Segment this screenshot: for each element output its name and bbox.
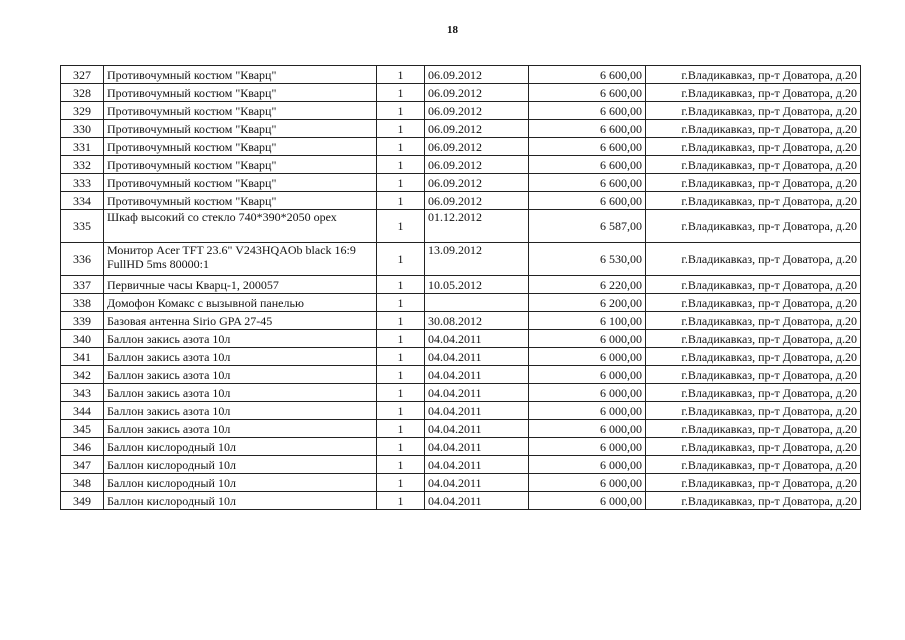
price-cell: 6 000,00 xyxy=(529,348,646,366)
item-name-cell: Баллон закись азота 10л xyxy=(104,420,377,438)
price-cell: 6 600,00 xyxy=(529,156,646,174)
date-cell: 06.09.2012 xyxy=(425,156,529,174)
price-cell: 6 600,00 xyxy=(529,174,646,192)
item-name-cell: Баллон закись азота 10л xyxy=(104,384,377,402)
table-row xyxy=(61,120,861,138)
table-row xyxy=(61,348,861,366)
address-cell: г.Владикавказ, пр-т Доватора, д.20 xyxy=(646,456,861,474)
item-name-cell: Баллон кислородный 10л xyxy=(104,492,377,510)
row-number-cell: 327 xyxy=(61,66,104,84)
date-cell: 06.09.2012 xyxy=(425,120,529,138)
quantity-cell: 1 xyxy=(377,348,425,366)
quantity-cell: 1 xyxy=(377,330,425,348)
row-number-cell: 338 xyxy=(61,294,104,312)
item-name-cell: Противочумный костюм "Кварц" xyxy=(104,66,377,84)
address-cell: г.Владикавказ, пр-т Доватора, д.20 xyxy=(646,120,861,138)
row-number-cell: 337 xyxy=(61,276,104,294)
price-cell: 6 000,00 xyxy=(529,456,646,474)
table-row xyxy=(61,474,861,492)
item-name-cell: Противочумный костюм "Кварц" xyxy=(104,156,377,174)
table-row xyxy=(61,438,861,456)
address-cell: г.Владикавказ, пр-т Доватора, д.20 xyxy=(646,102,861,120)
date-cell: 06.09.2012 xyxy=(425,174,529,192)
page-number: 18 xyxy=(447,24,458,36)
quantity-cell: 1 xyxy=(377,102,425,120)
address-cell: г.Владикавказ, пр-т Доватора, д.20 xyxy=(646,84,861,102)
address-cell: г.Владикавказ, пр-т Доватора, д.20 xyxy=(646,402,861,420)
row-number-cell: 329 xyxy=(61,102,104,120)
date-cell: 13.09.2012 xyxy=(425,243,529,276)
item-name-cell: Баллон кислородный 10л xyxy=(104,456,377,474)
date-cell: 30.08.2012 xyxy=(425,312,529,330)
price-cell: 6 000,00 xyxy=(529,474,646,492)
address-cell: г.Владикавказ, пр-т Доватора, д.20 xyxy=(646,156,861,174)
item-name-cell: Противочумный костюм "Кварц" xyxy=(104,120,377,138)
row-number-cell: 328 xyxy=(61,84,104,102)
row-number-cell: 335 xyxy=(61,210,104,243)
price-cell: 6 000,00 xyxy=(529,438,646,456)
item-name-cell: Противочумный костюм "Кварц" xyxy=(104,138,377,156)
item-name-cell: Противочумный костюм "Кварц" xyxy=(104,192,377,210)
price-cell: 6 000,00 xyxy=(529,330,646,348)
row-number-cell: 346 xyxy=(61,438,104,456)
address-cell: г.Владикавказ, пр-т Доватора, д.20 xyxy=(646,138,861,156)
row-number-cell: 331 xyxy=(61,138,104,156)
address-cell: г.Владикавказ, пр-т Доватора, д.20 xyxy=(646,276,861,294)
item-name-cell: Шкаф высокий со стекло 740*390*2050 орех xyxy=(104,210,377,243)
table-row xyxy=(61,66,861,84)
date-cell: 04.04.2011 xyxy=(425,492,529,510)
row-number-cell: 340 xyxy=(61,330,104,348)
quantity-cell: 1 xyxy=(377,312,425,330)
inventory-table-body xyxy=(61,66,861,510)
address-cell: г.Владикавказ, пр-т Доватора, д.20 xyxy=(646,438,861,456)
item-name-cell: Баллон закись азота 10л xyxy=(104,348,377,366)
address-cell: г.Владикавказ, пр-т Доватора, д.20 xyxy=(646,420,861,438)
date-cell: 04.04.2011 xyxy=(425,420,529,438)
row-number-cell: 345 xyxy=(61,420,104,438)
address-cell: г.Владикавказ, пр-т Доватора, д.20 xyxy=(646,366,861,384)
address-cell: г.Владикавказ, пр-т Доватора, д.20 xyxy=(646,294,861,312)
table-row xyxy=(61,420,861,438)
quantity-cell: 1 xyxy=(377,366,425,384)
table-row xyxy=(61,102,861,120)
quantity-cell: 1 xyxy=(377,210,425,243)
row-number-cell: 339 xyxy=(61,312,104,330)
row-number-cell: 333 xyxy=(61,174,104,192)
quantity-cell: 1 xyxy=(377,492,425,510)
date-cell: 04.04.2011 xyxy=(425,384,529,402)
address-cell: г.Владикавказ, пр-т Доватора, д.20 xyxy=(646,243,861,276)
price-cell: 6 600,00 xyxy=(529,120,646,138)
quantity-cell: 1 xyxy=(377,438,425,456)
item-name-cell: Баллон кислородный 10л xyxy=(104,474,377,492)
quantity-cell: 1 xyxy=(377,174,425,192)
quantity-cell: 1 xyxy=(377,384,425,402)
item-name-cell: Базовая антенна Sirio GPA 27-45 xyxy=(104,312,377,330)
item-name-cell: Домофон Комакс с вызывной панелью xyxy=(104,294,377,312)
price-cell: 6 587,00 xyxy=(529,210,646,243)
item-name-cell: Первичные часы Кварц-1, 200057 xyxy=(104,276,377,294)
row-number-cell: 342 xyxy=(61,366,104,384)
date-cell: 06.09.2012 xyxy=(425,84,529,102)
price-cell: 6 600,00 xyxy=(529,66,646,84)
price-cell: 6 530,00 xyxy=(529,243,646,276)
table-row xyxy=(61,366,861,384)
table-row xyxy=(61,456,861,474)
row-number-cell: 343 xyxy=(61,384,104,402)
table-row xyxy=(61,156,861,174)
address-cell: г.Владикавказ, пр-т Доватора, д.20 xyxy=(646,384,861,402)
date-cell: 01.12.2012 xyxy=(425,210,529,243)
price-cell: 6 000,00 xyxy=(529,492,646,510)
address-cell: г.Владикавказ, пр-т Доватора, д.20 xyxy=(646,492,861,510)
table-row xyxy=(61,294,861,312)
quantity-cell: 1 xyxy=(377,156,425,174)
date-cell: 04.04.2011 xyxy=(425,456,529,474)
price-cell: 6 100,00 xyxy=(529,312,646,330)
quantity-cell: 1 xyxy=(377,192,425,210)
address-cell: г.Владикавказ, пр-т Доватора, д.20 xyxy=(646,330,861,348)
date-cell: 06.09.2012 xyxy=(425,66,529,84)
row-number-cell: 334 xyxy=(61,192,104,210)
price-cell: 6 200,00 xyxy=(529,294,646,312)
price-cell: 6 000,00 xyxy=(529,402,646,420)
item-name-cell: Баллон закись азота 10л xyxy=(104,366,377,384)
price-cell: 6 600,00 xyxy=(529,192,646,210)
date-cell xyxy=(425,294,529,312)
quantity-cell: 1 xyxy=(377,66,425,84)
quantity-cell: 1 xyxy=(377,120,425,138)
inventory-table xyxy=(60,65,861,510)
date-cell: 04.04.2011 xyxy=(425,402,529,420)
quantity-cell: 1 xyxy=(377,294,425,312)
date-cell: 04.04.2011 xyxy=(425,474,529,492)
table-row xyxy=(61,138,861,156)
row-number-cell: 344 xyxy=(61,402,104,420)
price-cell: 6 220,00 xyxy=(529,276,646,294)
table-row xyxy=(61,402,861,420)
item-name-cell: Баллон закись азота 10л xyxy=(104,402,377,420)
row-number-cell: 341 xyxy=(61,348,104,366)
address-cell: г.Владикавказ, пр-т Доватора, д.20 xyxy=(646,474,861,492)
date-cell: 06.09.2012 xyxy=(425,192,529,210)
row-number-cell: 349 xyxy=(61,492,104,510)
address-cell: г.Владикавказ, пр-т Доватора, д.20 xyxy=(646,312,861,330)
table-row xyxy=(61,276,861,294)
address-cell: г.Владикавказ, пр-т Доватора, д.20 xyxy=(646,210,861,243)
address-cell: г.Владикавказ, пр-т Доватора, д.20 xyxy=(646,192,861,210)
table-row xyxy=(61,243,861,276)
item-name-cell: Монитор Acer TFT 23.6" V243HQAOb black 16:9 FullHD 5ms 80000:1 xyxy=(104,243,377,276)
table-row xyxy=(61,384,861,402)
table-row xyxy=(61,192,861,210)
table-row xyxy=(61,174,861,192)
item-name-cell: Баллон закись азота 10л xyxy=(104,330,377,348)
row-number-cell: 336 xyxy=(61,243,104,276)
row-number-cell: 330 xyxy=(61,120,104,138)
quantity-cell: 1 xyxy=(377,276,425,294)
address-cell: г.Владикавказ, пр-т Доватора, д.20 xyxy=(646,348,861,366)
price-cell: 6 000,00 xyxy=(529,366,646,384)
quantity-cell: 1 xyxy=(377,402,425,420)
date-cell: 10.05.2012 xyxy=(425,276,529,294)
table-row xyxy=(61,492,861,510)
address-cell: г.Владикавказ, пр-т Доватора, д.20 xyxy=(646,66,861,84)
date-cell: 04.04.2011 xyxy=(425,438,529,456)
item-name-cell: Противочумный костюм "Кварц" xyxy=(104,174,377,192)
date-cell: 04.04.2011 xyxy=(425,366,529,384)
row-number-cell: 348 xyxy=(61,474,104,492)
table-row xyxy=(61,312,861,330)
quantity-cell: 1 xyxy=(377,138,425,156)
price-cell: 6 000,00 xyxy=(529,384,646,402)
quantity-cell: 1 xyxy=(377,84,425,102)
row-number-cell: 332 xyxy=(61,156,104,174)
price-cell: 6 600,00 xyxy=(529,102,646,120)
table-row xyxy=(61,210,861,243)
price-cell: 6 600,00 xyxy=(529,84,646,102)
date-cell: 04.04.2011 xyxy=(425,348,529,366)
date-cell: 04.04.2011 xyxy=(425,330,529,348)
date-cell: 06.09.2012 xyxy=(425,138,529,156)
item-name-cell: Противочумный костюм "Кварц" xyxy=(104,84,377,102)
item-name-cell: Баллон кислородный 10л xyxy=(104,438,377,456)
address-cell: г.Владикавказ, пр-т Доватора, д.20 xyxy=(646,174,861,192)
date-cell: 06.09.2012 xyxy=(425,102,529,120)
price-cell: 6 000,00 xyxy=(529,420,646,438)
quantity-cell: 1 xyxy=(377,456,425,474)
table-row xyxy=(61,84,861,102)
item-name-cell: Противочумный костюм "Кварц" xyxy=(104,102,377,120)
price-cell: 6 600,00 xyxy=(529,138,646,156)
quantity-cell: 1 xyxy=(377,420,425,438)
quantity-cell: 1 xyxy=(377,474,425,492)
quantity-cell: 1 xyxy=(377,243,425,276)
table-row xyxy=(61,330,861,348)
row-number-cell: 347 xyxy=(61,456,104,474)
